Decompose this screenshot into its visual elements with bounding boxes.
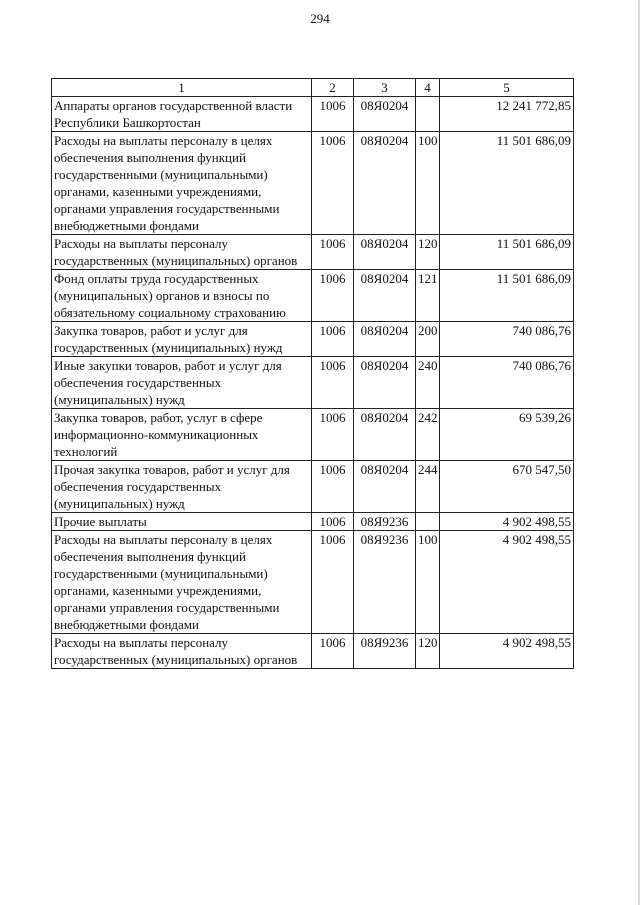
row-amount-cell: 740 086,76 <box>440 322 574 357</box>
row-expense-type-cell <box>416 513 440 531</box>
row-target-article-cell: 08Я0204 <box>354 97 416 132</box>
row-amount-cell: 11 501 686,09 <box>440 270 574 322</box>
row-name-cell: Расходы на выплаты персоналу государственных (муниципальных) органов <box>52 235 312 270</box>
table-row <box>52 235 574 270</box>
table-row <box>52 531 574 634</box>
row-target-article-cell: 08Я0204 <box>354 461 416 513</box>
row-section-cell: 1006 <box>312 531 354 634</box>
budget-table <box>51 78 574 669</box>
table-row <box>52 270 574 322</box>
row-target-article-cell: 08Я0204 <box>354 235 416 270</box>
row-amount-cell: 670 547,50 <box>440 461 574 513</box>
row-amount-cell: 740 086,76 <box>440 357 574 409</box>
table-row <box>52 357 574 409</box>
row-expense-type-cell: 120 <box>416 235 440 270</box>
row-amount-cell: 11 501 686,09 <box>440 132 574 235</box>
row-target-article-cell: 08Я0204 <box>354 322 416 357</box>
header-col-4: 4 <box>416 79 440 97</box>
table-row <box>52 461 574 513</box>
table-body <box>52 97 574 669</box>
row-amount-cell: 11 501 686,09 <box>440 235 574 270</box>
page-number: 294 <box>310 11 330 26</box>
table-header-row <box>52 79 574 97</box>
row-target-article-cell: 08Я9236 <box>354 634 416 669</box>
row-target-article-cell: 08Я9236 <box>354 531 416 634</box>
row-section-cell: 1006 <box>312 461 354 513</box>
row-target-article-cell: 08Я0204 <box>354 132 416 235</box>
header-col-5: 5 <box>440 79 574 97</box>
row-target-article-cell: 08Я9236 <box>354 513 416 531</box>
row-section-cell: 1006 <box>312 357 354 409</box>
row-expense-type-cell: 120 <box>416 634 440 669</box>
row-section-cell: 1006 <box>312 97 354 132</box>
row-name-cell: Иные закупки товаров, работ и услуг для обеспечения государственных (муниципальных) нужд <box>52 357 312 409</box>
row-section-cell: 1006 <box>312 322 354 357</box>
row-name-cell: Фонд оплаты труда государственных (муниципальных) органов и взносы по обязательному социальному страхованию <box>52 270 312 322</box>
row-amount-cell: 4 902 498,55 <box>440 531 574 634</box>
row-target-article-cell: 08Я0204 <box>354 409 416 461</box>
row-expense-type-cell <box>416 97 440 132</box>
row-section-cell: 1006 <box>312 634 354 669</box>
row-amount-cell: 4 902 498,55 <box>440 513 574 531</box>
row-target-article-cell: 08Я0204 <box>354 357 416 409</box>
row-name-cell: Расходы на выплаты персоналу в целях обеспечения выполнения функций государственными (муниципальными) органами, казенными учреждениями, органами управления государственными внебюджетными фондами <box>52 531 312 634</box>
row-target-article-cell: 08Я0204 <box>354 270 416 322</box>
row-section-cell: 1006 <box>312 132 354 235</box>
row-expense-type-cell: 242 <box>416 409 440 461</box>
row-section-cell: 1006 <box>312 235 354 270</box>
row-section-cell: 1006 <box>312 513 354 531</box>
row-name-cell: Расходы на выплаты персоналу в целях обеспечения выполнения функций государственными (муниципальными) органами, казенными учреждениями, органами управления государственными внебюджетными фондами <box>52 132 312 235</box>
row-name-cell: Закупка товаров, работ и услуг для государственных (муниципальных) нужд <box>52 322 312 357</box>
row-section-cell: 1006 <box>312 270 354 322</box>
row-name-cell: Прочие выплаты <box>52 513 312 531</box>
row-expense-type-cell: 244 <box>416 461 440 513</box>
row-expense-type-cell: 100 <box>416 531 440 634</box>
row-name-cell: Аппараты органов государственной власти Республики Башкортостан <box>52 97 312 132</box>
header-col-1: 1 <box>52 79 312 97</box>
table-row <box>52 132 574 235</box>
row-expense-type-cell: 240 <box>416 357 440 409</box>
table-row <box>52 409 574 461</box>
row-expense-type-cell: 100 <box>416 132 440 235</box>
row-amount-cell: 12 241 772,85 <box>440 97 574 132</box>
table-row <box>52 97 574 132</box>
row-name-cell: Прочая закупка товаров, работ и услуг для обеспечения государственных (муниципальных) нужд <box>52 461 312 513</box>
row-amount-cell: 4 902 498,55 <box>440 634 574 669</box>
header-col-3: 3 <box>354 79 416 97</box>
header-col-2: 2 <box>312 79 354 97</box>
row-expense-type-cell: 200 <box>416 322 440 357</box>
row-name-cell: Расходы на выплаты персоналу государственных (муниципальных) органов <box>52 634 312 669</box>
table-row <box>52 322 574 357</box>
table-row <box>52 513 574 531</box>
row-name-cell: Закупка товаров, работ, услуг в сфере информационно-коммуникационных технологий <box>52 409 312 461</box>
row-section-cell: 1006 <box>312 409 354 461</box>
row-expense-type-cell: 121 <box>416 270 440 322</box>
table-row <box>52 634 574 669</box>
row-amount-cell: 69 539,26 <box>440 409 574 461</box>
